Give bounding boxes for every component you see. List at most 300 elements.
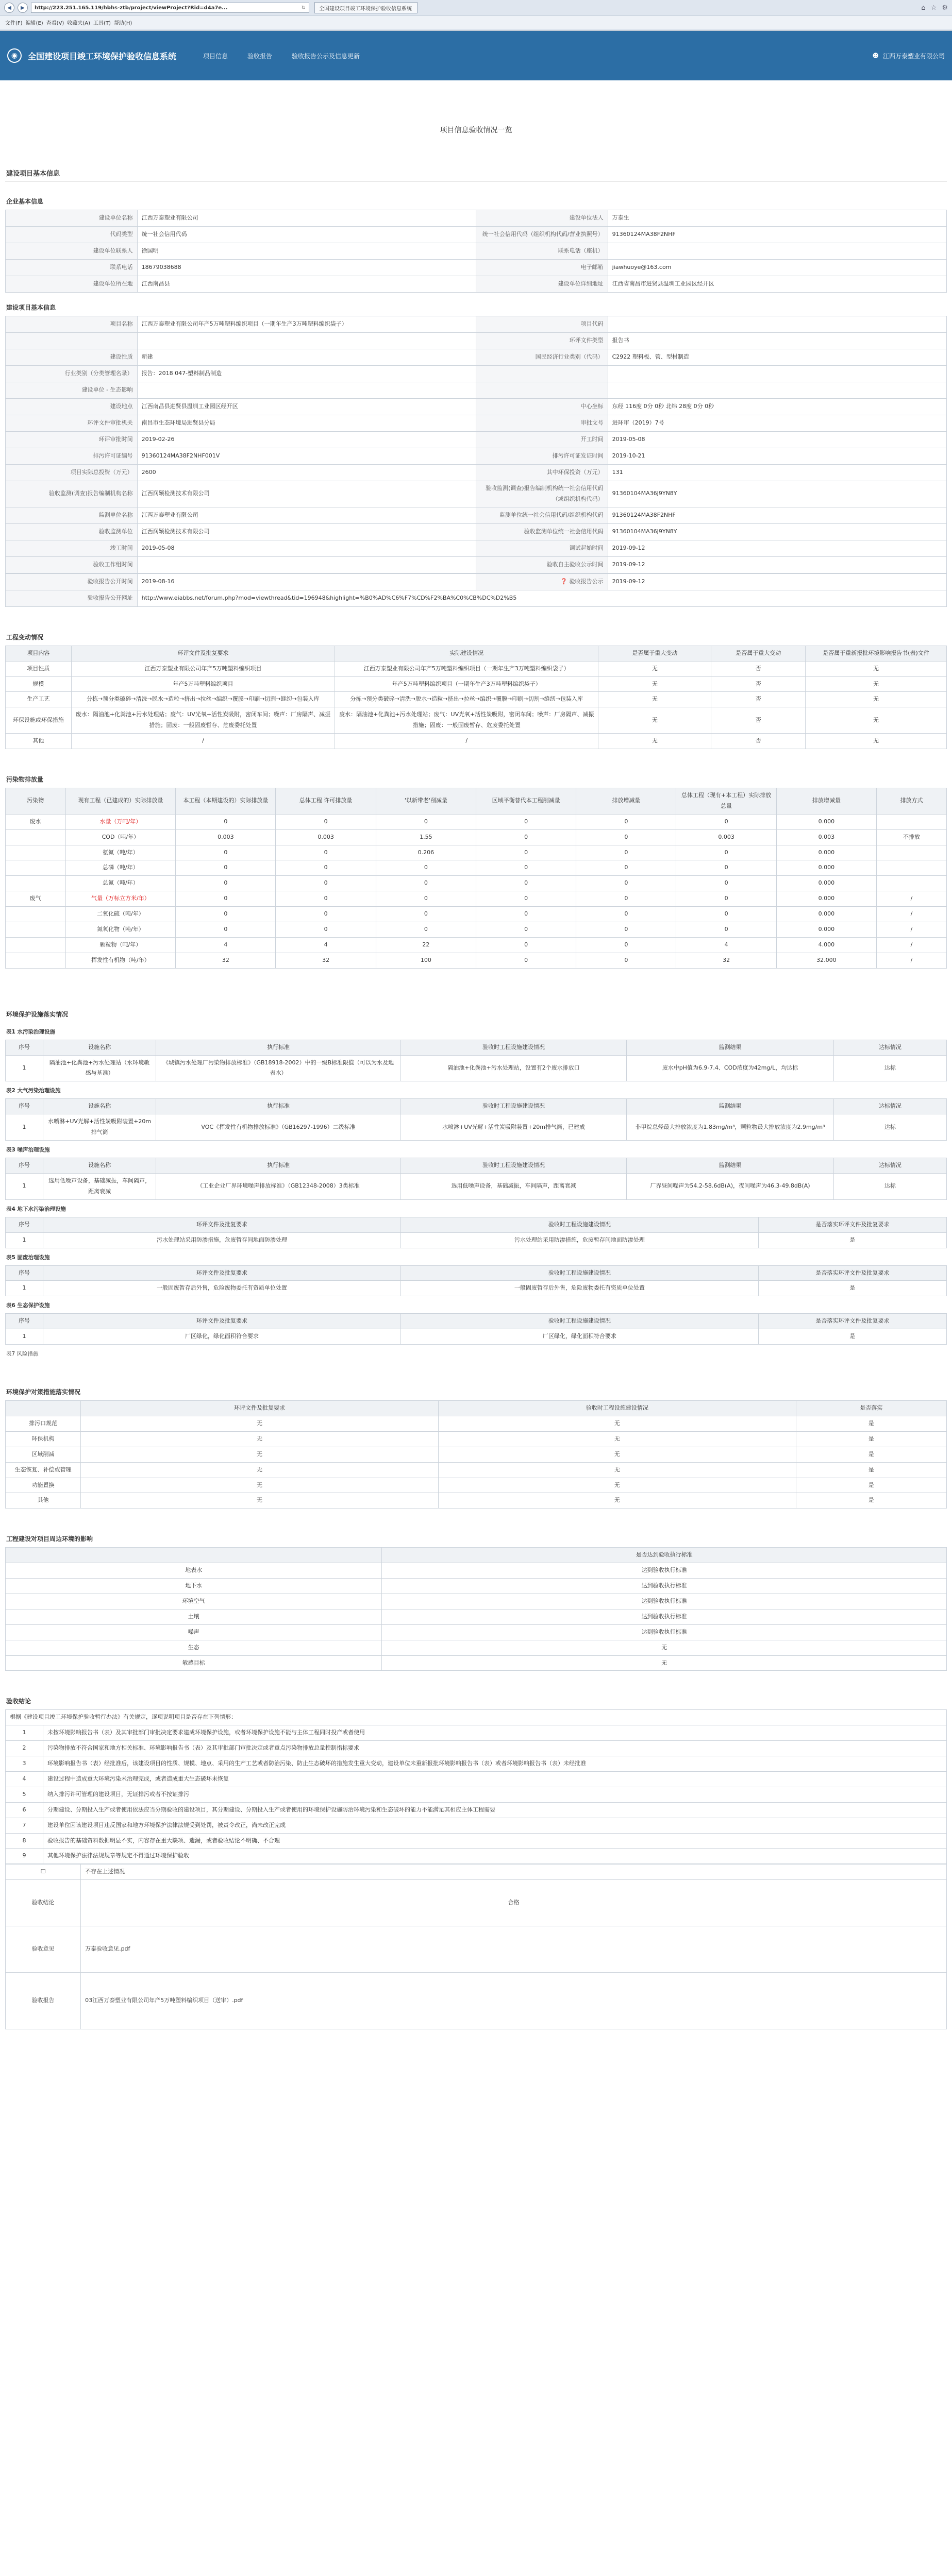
field-value: 江西万泰塑业有限公司年产5万吨塑料编织项目（一期年生产3万吨塑料编织袋子） — [137, 316, 476, 333]
field-value: jiawhuoye@163.com — [608, 260, 946, 276]
table-cell: 0 — [176, 845, 276, 860]
table-cell: 0.000 — [776, 860, 876, 876]
table-row — [6, 1563, 947, 1579]
field-label: 排污许可证编号 — [6, 448, 138, 465]
field-value: 东经 116度 0分 0秒 北纬 28度 0分 0秒 — [608, 399, 946, 415]
report-link[interactable]: http://www.eiabbs.net/forum.php?mod=viewthread&tid=196948&highlight=%B0%AD%C6%F7%CD%F2%BA%C0%CB%DC%D2%B5 — [141, 594, 517, 601]
table-cell: 无 — [598, 676, 711, 692]
gw-title: 表4 地下水污染治理设施 — [6, 1206, 66, 1212]
section-basic: 建设项目基本信息 — [5, 165, 947, 181]
column-header: 序号 — [6, 1314, 43, 1329]
table-cell: / — [876, 937, 946, 953]
table-cell: 0.000 — [776, 907, 876, 922]
table-cell: 无 — [598, 734, 711, 749]
table-cell: 1 — [6, 1055, 43, 1081]
table-cell: 厂界昼间噪声为54.2-58.6dB(A)，夜间噪声为46.3-49.8dB(A) — [627, 1173, 834, 1199]
column-header: 是否属于重大变动 — [711, 646, 806, 661]
item-text: 分期建设、分期投入生产或者使用依法应当分期验收的建设项目，其分期建设、分期投入生产或者使用的环境保护设施防治环境污染和生态破坏的能力不能满足其相应主体工程需要 — [43, 1802, 947, 1818]
table-cell: 无 — [806, 676, 947, 692]
noise-title: 表3 噪声治理设施 — [6, 1147, 50, 1154]
table-cell — [6, 922, 66, 938]
table-cell: 总氮（吨/年） — [65, 876, 176, 891]
table-row — [6, 1281, 947, 1296]
field-label: 联系电话 — [6, 260, 138, 276]
table-cell: 江西万泰塑业有限公司年产5万吨塑料编织项目 — [71, 661, 335, 676]
table-cell: 0.003 — [676, 829, 776, 845]
table-row — [6, 1655, 947, 1671]
link-value[interactable] — [137, 590, 946, 606]
kv-row — [6, 507, 947, 523]
item-text: 环境影响报告书（表）经批准后，该建设项目的性质、规模、地点、采用的生产工艺或者防治污染、防止生态破坏的措施发生重大变动，建设单位未重新报批环境影响报告书（表）或者环境影响报告书（表）未经批准 — [43, 1756, 947, 1772]
browser-tab[interactable] — [314, 2, 417, 13]
table-cell: 是 — [758, 1281, 946, 1296]
table-cell: 无 — [81, 1462, 439, 1478]
field-value: 统一社会信用代码 — [137, 227, 476, 243]
table-cell: 达到验收执行标准 — [382, 1579, 947, 1594]
column-header: 设施名称 — [43, 1040, 156, 1055]
table-cell: 地下水 — [6, 1579, 382, 1594]
table-row — [6, 1055, 947, 1081]
table-cell: 0 — [576, 829, 676, 845]
table-cell: 否 — [711, 734, 806, 749]
item-number: 3 — [6, 1756, 43, 1772]
field-label: 其中环保投资（万元） — [476, 465, 608, 481]
table-cell: 是 — [796, 1416, 946, 1431]
table-cell: 0 — [176, 907, 276, 922]
column-header: 总体工程 许可排放量 — [276, 788, 376, 815]
field-value — [137, 333, 476, 349]
column-header: 序号 — [6, 1099, 43, 1114]
table-cell: 0 — [576, 937, 676, 953]
table-cell: 厂区绿化，绿化面积符合要求 — [400, 1329, 758, 1345]
table-cell: 0.003 — [776, 829, 876, 845]
kv-row — [6, 227, 947, 243]
field-label: 国民经济行业类别（代码） — [476, 349, 608, 366]
table-cell: 《工业企业厂界环境噪声排放标准》（GB12348-2008）3类标准 — [156, 1173, 401, 1199]
table-cell: 0.000 — [776, 845, 876, 860]
column-header: 验收时工程设施建设情况 — [400, 1040, 626, 1055]
menu-report[interactable]: 验收报告 — [247, 52, 273, 60]
field-value — [608, 316, 946, 333]
field-label: 调试起始时间 — [476, 540, 608, 556]
item-text: 验收报告的基础资料数据明显不实，内容存在重大缺项、遗漏，或者验收结论不明确、不合理 — [43, 1833, 947, 1849]
conclusion-item — [6, 1833, 947, 1849]
eco-table — [5, 1313, 947, 1345]
column-header: 现有工程（已建成的）实际排放量 — [65, 788, 176, 815]
column-header: 执行标准 — [156, 1040, 401, 1055]
other-measures-title: 环境保护对策措施落实情况 — [6, 1388, 81, 1396]
column-header — [6, 1548, 382, 1563]
enterprise-table — [5, 210, 947, 293]
column-header: 执行标准 — [156, 1099, 401, 1114]
field-value: 91360104MA36J9YN8Y — [608, 523, 946, 540]
field-value: 91360124MA38F2NHF — [608, 507, 946, 523]
browser-chrome — [0, 0, 952, 31]
item-text: 污染物排放不符合国家和地方相关标准、环境影响报告书（表）及其审批部门审批决定或者重点污染物排放总量控制指标要求 — [43, 1741, 947, 1756]
table-cell: 厂区绿化，绿化面积符合要求 — [43, 1329, 401, 1345]
table-row — [6, 1114, 947, 1141]
conclusion-table — [5, 1709, 947, 1864]
table-cell — [6, 876, 66, 891]
table-cell: 22 — [376, 937, 476, 953]
table-cell: 土壤 — [6, 1609, 382, 1624]
field-label: 验收监测单位统一社会信用代码 — [476, 523, 608, 540]
column-header: 执行标准 — [156, 1158, 401, 1174]
table-cell: 0 — [676, 922, 776, 938]
section-pollutants: 污染物排放量 — [6, 776, 44, 784]
column-header: 是否属于重大变动 — [598, 646, 711, 661]
column-header: 设施名称 — [43, 1158, 156, 1174]
browser-menu-item[interactable]: 编辑(E) — [25, 21, 43, 26]
table-cell: / — [876, 922, 946, 938]
table-cell: / — [335, 734, 598, 749]
result-value: 合格 — [81, 1880, 947, 1926]
url-text: http://223.251.165.119/hbhs-ztb/project/viewProject?Rid=d4a7e... — [35, 5, 228, 11]
kv-row — [6, 366, 947, 382]
table-cell: 无 — [806, 734, 947, 749]
field-value: 报告书 — [608, 333, 946, 349]
table-cell: 隔油池+化粪池+污水处理站（水环境敏感与基准） — [43, 1055, 156, 1081]
attach1-link[interactable]: 万泰验收意见.pdf — [81, 1926, 947, 1973]
table-cell: 无 — [438, 1478, 796, 1493]
table-cell: 达标 — [833, 1055, 946, 1081]
table-cell: 无 — [81, 1493, 439, 1509]
table-cell: 无 — [81, 1431, 439, 1447]
table-cell: 0 — [176, 891, 276, 907]
conclusion-result-table — [5, 1864, 947, 2029]
field-label: 项目代码 — [476, 316, 608, 333]
other-measures-table — [5, 1400, 947, 1509]
attach2-label: 验收报告 — [6, 1973, 81, 2029]
field-label: 建设地点 — [6, 399, 138, 415]
item-number: 9 — [6, 1849, 43, 1864]
column-header — [6, 1401, 81, 1416]
table-cell: 生态 — [6, 1640, 382, 1655]
column-header: 序号 — [6, 1217, 43, 1232]
field-label: 联系电话（座机） — [476, 243, 608, 260]
column-header: 排放方式 — [876, 788, 946, 815]
column-header: 是否落实环评文件及批复要求 — [758, 1265, 946, 1281]
item-number: 4 — [6, 1771, 43, 1787]
forward-icon[interactable]: ▶ — [18, 3, 28, 13]
refresh-icon[interactable]: ↻ — [301, 5, 306, 11]
table-row — [6, 1431, 947, 1447]
conclusion-intro: 根据《建设项目竣工环境保护验收暂行办法》有关规定，逐项说明项目是否存在下列情形： — [6, 1710, 947, 1725]
table-cell: 4 — [276, 937, 376, 953]
field-label: 验收监测(调查)报告编制机构统一社会信用代码（或组织机构代码） — [476, 481, 608, 507]
field-label — [476, 366, 608, 382]
table-cell: 无 — [382, 1640, 947, 1655]
kv-row — [6, 316, 947, 333]
column-header: 是否落实环评文件及批复要求 — [758, 1314, 946, 1329]
kv-row — [6, 276, 947, 293]
table-row — [6, 814, 947, 829]
attach1-label: 验收意见 — [6, 1926, 81, 1973]
table-cell: 32 — [676, 953, 776, 968]
field-label: 建设单位法人 — [476, 210, 608, 227]
table-cell: 无 — [598, 707, 711, 734]
conclusion-item — [6, 1741, 947, 1756]
field-value: 91360124MA38F2NHF — [608, 227, 946, 243]
kv-row — [6, 382, 947, 399]
table-cell: 0 — [376, 922, 476, 938]
kv-row — [6, 415, 947, 432]
table-cell: 0 — [576, 860, 676, 876]
tab-title: 全国建设项目竣工环境保护验收信息系统 — [319, 6, 412, 12]
column-header: 监测结果 — [627, 1099, 834, 1114]
table-cell: 0 — [276, 845, 376, 860]
table-cell — [6, 937, 66, 953]
table-cell: 达到验收执行标准 — [382, 1609, 947, 1624]
column-header: 验收时工程设施建设情况 — [400, 1099, 626, 1114]
menu-public[interactable]: 验收报告公示及信息更新 — [292, 52, 360, 60]
result-label: 验收结论 — [6, 1880, 81, 1926]
table-cell: 0 — [576, 907, 676, 922]
table-cell: / — [876, 907, 946, 922]
conclusion-item — [6, 1802, 947, 1818]
field-value: 万泰生 — [608, 210, 946, 227]
item-text: 其他环境保护法律法规规章等规定不得通过环境保护验收 — [43, 1849, 947, 1864]
table-cell: COD（吨/年） — [65, 829, 176, 845]
field-value: 2019-10-21 — [608, 448, 946, 465]
table-cell: VOC《挥发性有机物排放标准》（GB16297-1996）二级标准 — [156, 1114, 401, 1141]
table-cell: 0 — [476, 953, 576, 968]
column-header: 验收时工程设施建设情况 — [438, 1401, 796, 1416]
table-row — [6, 1462, 947, 1478]
project-extra-table — [5, 573, 947, 607]
table-cell: 0 — [676, 814, 776, 829]
table-cell: / — [876, 953, 946, 968]
water-table — [5, 1040, 947, 1082]
kv-row — [6, 448, 947, 465]
field-value: 18679038688 — [137, 260, 476, 276]
table-cell: 敏感目标 — [6, 1655, 382, 1671]
address-bar[interactable] — [31, 3, 309, 13]
table-cell: 达到验收执行标准 — [382, 1594, 947, 1609]
table-cell: 总磷（吨/年） — [65, 860, 176, 876]
conclusion-title: 验收结论 — [6, 1698, 31, 1705]
star-icon[interactable]: ☆ — [930, 4, 937, 12]
field-label: 环评审批时间 — [6, 432, 138, 448]
table-cell: 0 — [576, 876, 676, 891]
table-cell: 噪声 — [6, 1624, 382, 1640]
menu-project-info[interactable]: 项目信息 — [203, 52, 228, 60]
noise-table — [5, 1158, 947, 1200]
table-cell: 0 — [476, 891, 576, 907]
table-cell: 选用低噪声设备，基础减振，车间隔声，距离衰减 — [400, 1173, 626, 1199]
conclusion-item — [6, 1771, 947, 1787]
field-label: 审批文号 — [476, 415, 608, 432]
kv-row — [6, 465, 947, 481]
system-name: 全国建设项目竣工环境保护验收信息系统 — [28, 51, 177, 61]
table-cell: 是 — [758, 1329, 946, 1345]
table-cell: 0 — [276, 907, 376, 922]
table-row — [6, 1173, 947, 1199]
public-label: ❓ 验收报告公示 — [476, 573, 608, 590]
browser-menu-item[interactable]: 帮助(H) — [113, 21, 132, 26]
field-value: C2922 塑料板、管、型材制造 — [608, 349, 946, 366]
table-row — [6, 860, 947, 876]
table-cell: 0 — [376, 907, 476, 922]
submit-label: 验收报告公开时间 — [6, 573, 138, 590]
field-value — [137, 556, 476, 573]
table-cell: 废气 — [6, 891, 66, 907]
table-row — [6, 1447, 947, 1462]
browser-menu-item[interactable]: 查看(V) — [46, 21, 64, 26]
back-icon[interactable]: ◀ — [4, 3, 14, 13]
table-row — [6, 937, 947, 953]
field-label: 项目名称 — [6, 316, 138, 333]
column-header: 污染物 — [6, 788, 66, 815]
table-cell: 二氧化硫（吨/年） — [65, 907, 176, 922]
table-row — [6, 845, 947, 860]
table-cell: 0 — [376, 814, 476, 829]
table-cell: 生产工艺 — [6, 692, 72, 707]
table-cell: 水喷淋+UV光解+活性炭吸附装置+20m排气筒 — [43, 1114, 156, 1141]
conclusion-item — [6, 1756, 947, 1772]
impact-table — [5, 1547, 947, 1671]
header-row — [6, 1217, 947, 1232]
field-label: 监测单位名称 — [6, 507, 138, 523]
field-label: 验收监测(调查)报告编制机构名称 — [6, 481, 138, 507]
table-cell: 无 — [382, 1655, 947, 1671]
air-table — [5, 1098, 947, 1141]
user-menu[interactable] — [872, 52, 945, 60]
table-cell: 0.000 — [776, 922, 876, 938]
eco-title: 表6 生态保护设施 — [6, 1302, 50, 1309]
table-cell: 否 — [711, 676, 806, 692]
table-cell: 非甲烷总烃最大排放浓度为1.83mg/m³，颗粒物最大排放浓度为2.9mg/m³ — [627, 1114, 834, 1141]
table-row — [6, 692, 947, 707]
column-header: 是否达到验收执行标准 — [382, 1548, 947, 1563]
table-cell: 0 — [576, 922, 676, 938]
field-value: 2019-02-26 — [137, 432, 476, 448]
field-label: 电子邮箱 — [476, 260, 608, 276]
table-row — [6, 1609, 947, 1624]
table-cell: 0 — [276, 814, 376, 829]
table-cell: 0 — [476, 829, 576, 845]
item-text: 建设单位因该建设项目违反国家和地方环境保护法律法规受到处罚，被责令改正，尚未改正完成 — [43, 1818, 947, 1833]
item-number: 8 — [6, 1833, 43, 1849]
field-value: 新建 — [137, 349, 476, 366]
table-cell: / — [71, 734, 335, 749]
table-cell: 排污口规范 — [6, 1416, 81, 1431]
table-cell: 隔油池+化粪池+污水处理站，设置有2个废水排放口 — [400, 1055, 626, 1081]
table-cell: 无 — [81, 1416, 439, 1431]
table-cell: 污水处理站采用防渗措施，危废暂存间地面防渗处理 — [400, 1232, 758, 1248]
table-cell: 分拣→预分类破碎→清洗→脱水→造粒→挤出→拉丝→编织→覆膜→印刷→切割→缝纫→包装入库 — [71, 692, 335, 707]
browser-menu-item[interactable]: 文件(F) — [5, 21, 23, 26]
field-label — [476, 382, 608, 399]
column-header: 总体工程（现有+本工程）实际排放总量 — [676, 788, 776, 815]
table-cell — [6, 953, 66, 968]
table-cell: 气量（万标立方米/年） — [65, 891, 176, 907]
table-cell: 达标 — [833, 1173, 946, 1199]
header-row — [6, 1265, 947, 1281]
conclusion-item — [6, 1849, 947, 1864]
table-cell: 0.000 — [776, 876, 876, 891]
table-cell: 废水 — [6, 814, 66, 829]
field-label: 环评文件审批机关 — [6, 415, 138, 432]
field-value — [608, 366, 946, 382]
table-cell: 无 — [438, 1493, 796, 1509]
table-cell: 是 — [796, 1431, 946, 1447]
table-cell: 是 — [796, 1462, 946, 1478]
table-row — [6, 829, 947, 845]
solid-table — [5, 1265, 947, 1297]
table-cell: 0 — [476, 876, 576, 891]
field-value: 江西万泰塑业有限公司 — [137, 210, 476, 227]
browser-menu-item[interactable]: 工具(T) — [93, 21, 111, 26]
column-header: 排放增减量 — [776, 788, 876, 815]
page-title: 项目信息验收情况一览 — [440, 126, 512, 134]
table-cell: 0 — [676, 907, 776, 922]
check-box[interactable]: ☐ — [6, 1865, 81, 1880]
attach2-link[interactable]: 03江西万泰塑业有限公司年产5万吨塑料编织项目（送审）.pdf — [81, 1973, 947, 2029]
kv-row — [6, 399, 947, 415]
column-header: 序号 — [6, 1040, 43, 1055]
table-cell: 0 — [276, 891, 376, 907]
browser-menu-item[interactable]: 收藏夹(A) — [67, 21, 90, 26]
table-cell: 0.003 — [276, 829, 376, 845]
table-cell: 0 — [476, 860, 576, 876]
field-label: 项目实际总投资（万元） — [6, 465, 138, 481]
home-icon[interactable]: ⌂ — [921, 4, 926, 12]
field-value: 徐国明 — [137, 243, 476, 260]
table-cell: 0 — [176, 860, 276, 876]
field-label — [6, 333, 138, 349]
field-label: 建设单位联系人 — [6, 243, 138, 260]
table-row — [6, 1416, 947, 1431]
field-value: 江西省南昌市进贤县温圳工业园区经开区 — [608, 276, 946, 293]
field-label: 环评文件类型 — [476, 333, 608, 349]
project-table — [5, 316, 947, 573]
field-label: 验收监测单位 — [6, 523, 138, 540]
header-row — [6, 1548, 947, 1563]
table-cell: 无 — [438, 1431, 796, 1447]
section-changes: 工程变动情况 — [6, 633, 44, 641]
table-cell: 达到验收执行标准 — [382, 1563, 947, 1579]
table-cell: 年产5万吨塑料编织项目 — [71, 676, 335, 692]
table-cell: 年产5万吨塑料编织项目（一期年生产3万吨塑料编织袋子） — [335, 676, 598, 692]
gear-icon[interactable]: ⚙ — [942, 4, 948, 12]
field-label: 中心坐标 — [476, 399, 608, 415]
table-cell: 无 — [81, 1478, 439, 1493]
table-cell: 无 — [81, 1447, 439, 1462]
table-row — [6, 953, 947, 968]
table-cell — [876, 845, 946, 860]
table-cell: 0 — [376, 891, 476, 907]
header-row — [6, 1158, 947, 1174]
table-cell: 废水中pH值为6.9-7.4、COD浓度为42mg/L，均达标 — [627, 1055, 834, 1081]
table-row — [6, 661, 947, 676]
table-cell: 0 — [276, 860, 376, 876]
kv-row — [6, 333, 947, 349]
field-label: 竣工时间 — [6, 540, 138, 556]
submit-value: 2019-08-16 — [137, 573, 476, 590]
kv-row — [6, 243, 947, 260]
table-cell: 0.000 — [776, 814, 876, 829]
field-label: 建设单位所在地 — [6, 276, 138, 293]
table-row — [6, 876, 947, 891]
item-number: 5 — [6, 1787, 43, 1802]
item-number: 1 — [6, 1725, 43, 1741]
kv-row — [6, 540, 947, 556]
table-cell: 是 — [796, 1478, 946, 1493]
kv-row — [6, 260, 947, 276]
table-cell: 地表水 — [6, 1563, 382, 1579]
field-value: 南昌市生态环境局进贤县分局 — [137, 415, 476, 432]
